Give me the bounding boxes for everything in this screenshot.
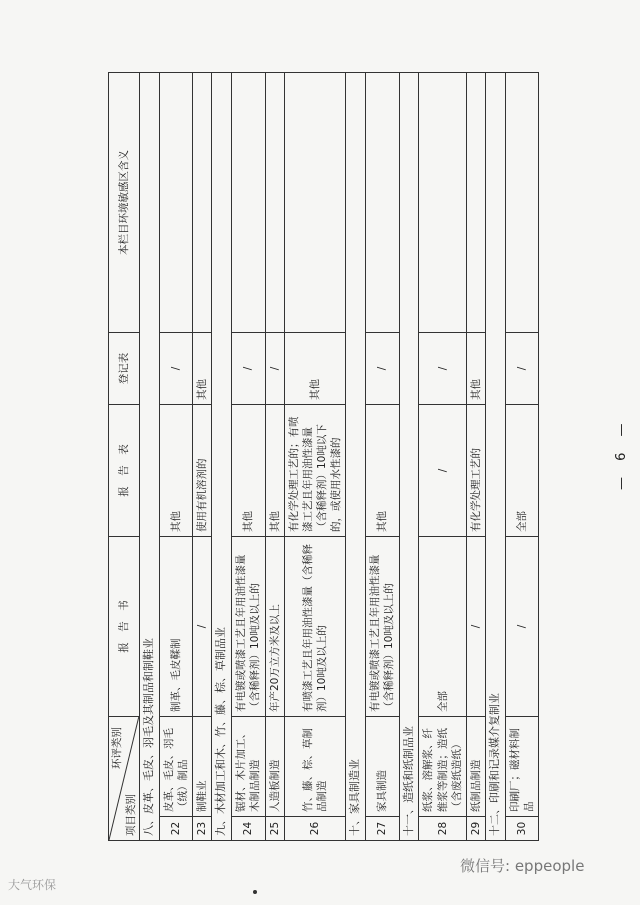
sensitive-cell: [419, 73, 467, 333]
classification-table: [108, 72, 539, 841]
registration-cell: 其他: [466, 333, 485, 405]
report-form-cell: 全部: [505, 405, 538, 537]
report-form-cell: 有化学处理工艺的；有喷漆工艺且年用油性漆量（含稀释剂）10吨以下的，或使用水性漆的: [284, 405, 346, 537]
report-book-cell: 全部: [419, 537, 467, 717]
report-book-cell: 年产20万立方米及以上: [265, 537, 284, 717]
sensitive-cell: [284, 73, 346, 333]
registration-cell: /: [232, 333, 265, 405]
report-form-cell: 其他: [159, 405, 192, 537]
sensitive-cell: [466, 73, 485, 333]
item-name: 制鞋业: [193, 717, 212, 817]
item-number: 28: [419, 817, 467, 841]
item-name: 家具制造: [366, 717, 399, 817]
registration-cell: /: [159, 333, 192, 405]
sensitive-cell: [366, 73, 399, 333]
page-number: — 6 —: [614, 417, 629, 490]
item-name: 竹、藤、棕、草制品制造: [284, 717, 346, 817]
report-book-cell: 有电镀或喷漆工艺且年用油性漆量（含稀释剂）10吨及以上的: [366, 537, 399, 717]
item-name: 锯材、木片加工、木制品制造: [232, 717, 265, 817]
header-report-book: 报 告 书: [109, 537, 140, 717]
section-row: [399, 73, 419, 841]
table-body: [140, 73, 539, 841]
table-row: [284, 73, 346, 841]
item-number: 23: [193, 817, 212, 841]
wechat-watermark: 微信号: eppeople: [460, 857, 585, 875]
item-name: 印刷厂；磁材料制品: [505, 717, 538, 817]
section-row: [486, 73, 506, 841]
header-category-bottom: 项目类别: [124, 794, 137, 836]
report-book-cell: 制革、毛皮鞣制: [159, 537, 192, 717]
sensitive-cell: [505, 73, 538, 333]
source-watermark: 大气环保: [8, 878, 57, 892]
report-form-cell: 其他: [265, 405, 284, 537]
item-name: 人造板制造: [265, 717, 284, 817]
table-row: [466, 73, 485, 841]
registration-cell: 其他: [193, 333, 212, 405]
report-book-cell: /: [193, 537, 212, 717]
header-category-top: 环评类别: [111, 727, 123, 769]
registration-cell: /: [505, 333, 538, 405]
report-form-cell: /: [419, 405, 467, 537]
table-row: [419, 73, 467, 841]
registration-cell: 其他: [284, 333, 346, 405]
sensitive-cell: [159, 73, 192, 333]
item-number: 29: [466, 817, 485, 841]
table-row: [193, 73, 212, 841]
header-registration: 登记表: [109, 333, 140, 405]
table-row: [505, 73, 538, 841]
report-book-cell: 有喷漆工艺且年用油性漆量（含稀释剂）10吨及以上的: [284, 537, 346, 717]
report-form-cell: 使用有机溶剂的: [193, 405, 212, 537]
table-row: [265, 73, 284, 841]
report-book-cell: /: [505, 537, 538, 717]
item-name: 纸制品制造: [466, 717, 485, 817]
report-form-cell: 其他: [232, 405, 265, 537]
item-number: 30: [505, 817, 538, 841]
item-number: 27: [366, 817, 399, 841]
registration-cell: /: [419, 333, 467, 405]
section-title: 八、皮革、毛皮、羽毛及其制品和制鞋业: [140, 73, 160, 841]
table-row: [232, 73, 265, 841]
registration-cell: /: [366, 333, 399, 405]
section-title: 十、家具制造业: [346, 73, 366, 841]
scan-dot: [253, 890, 257, 894]
item-number: 22: [159, 817, 192, 841]
sensitive-cell: [232, 73, 265, 333]
sensitive-cell: [265, 73, 284, 333]
header-report-form: 报 告 表: [109, 405, 140, 537]
category-header-cell: [109, 717, 140, 841]
section-title: 九、木材加工和木、竹、藤、棕、草制品业: [212, 73, 232, 841]
section-row: [346, 73, 366, 841]
table-row: [366, 73, 399, 841]
item-name: 皮革、毛皮、羽毛（绒）制品: [159, 717, 192, 817]
report-form-cell: 有化学处理工艺的: [466, 405, 485, 537]
item-name: 纸浆、溶解浆、纤维浆等制造；造纸（含废纸造纸）: [419, 717, 467, 817]
table-row: [159, 73, 192, 841]
report-book-cell: 有电镀或喷漆工艺且年用油性漆量（含稀释剂）10吨及以上的: [232, 537, 265, 717]
sensitive-cell: [193, 73, 212, 333]
item-number: 26: [284, 817, 346, 841]
section-row: [140, 73, 160, 841]
header-sensitive: 本栏目环境敏感区含义: [109, 73, 140, 333]
registration-cell: /: [265, 333, 284, 405]
report-form-cell: 其他: [366, 405, 399, 537]
item-number: 24: [232, 817, 265, 841]
item-number: 25: [265, 817, 284, 841]
section-title: 十二、印刷和记录媒介复制业: [486, 73, 506, 841]
section-title: 十一、造纸和纸制品业: [399, 73, 419, 841]
section-row: [212, 73, 232, 841]
table-header-row: [109, 73, 140, 841]
report-book-cell: /: [466, 537, 485, 717]
